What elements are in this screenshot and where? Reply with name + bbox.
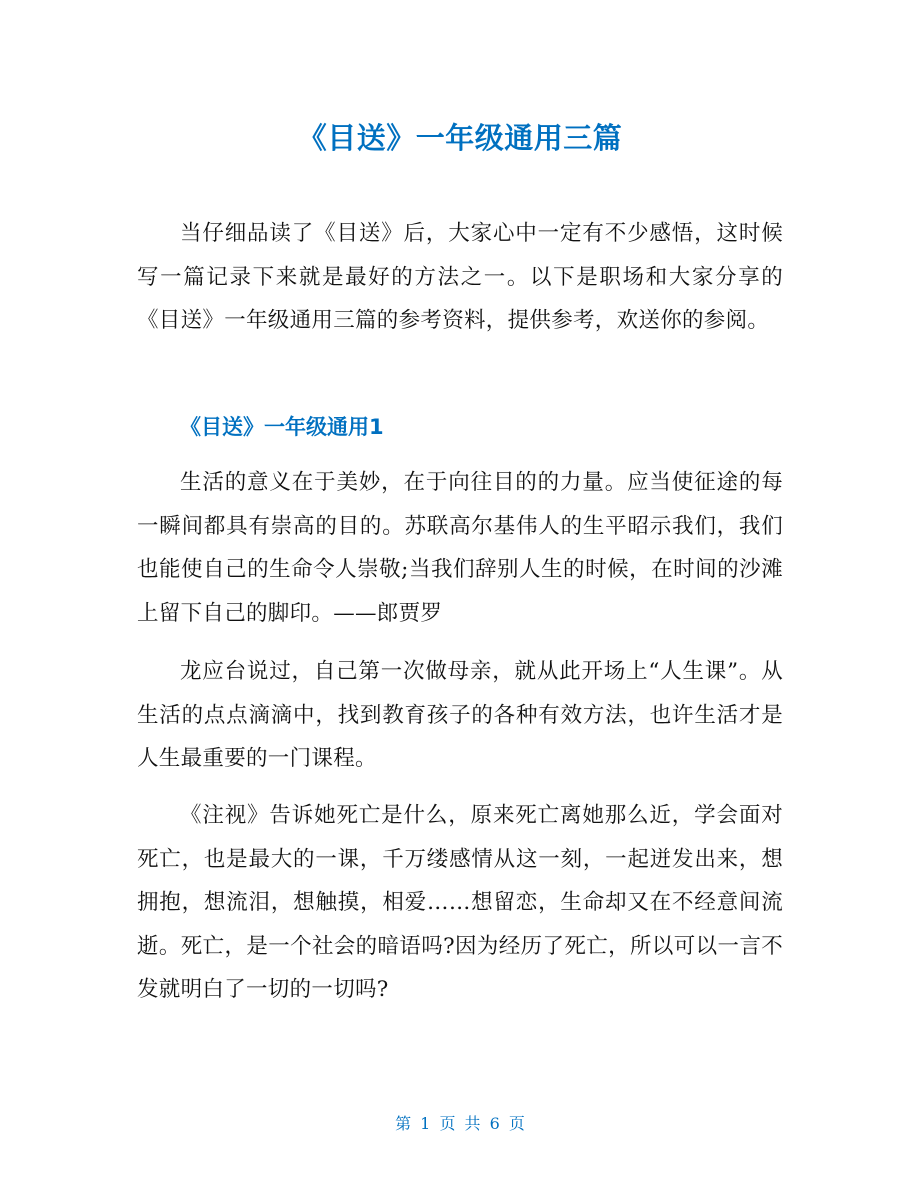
body-paragraph-3: 《注视》告诉她死亡是什么，原来死亡离她那么近，学会面对死亡，也是最大的一课，千万缕感情从这一刻，一起迸发出来，想拥抱，想流泪，想触摸，相爱……想留恋，生命却又在不经意间流逝。死亡，是一个社会的暗语吗?因为经历了死亡，所以可以一言不发就明白了一切的一切吗?: [137, 803, 783, 1002]
page-title: 《目送》一年级通用三篇: [297, 121, 623, 155]
intro-paragraph: 当仔细品读了《目送》后，大家心中一定有不少感悟，这时候写一篇记录下来就是最好的方法之一。以下是职场和大家分享的《目送》一年级通用三篇的参考资料，提供参考，欢送你的参阅。: [137, 221, 783, 333]
page-footer: 第 1 页 共 6 页: [395, 1114, 525, 1133]
section-heading: 《目送》一年级通用1: [180, 415, 384, 439]
body-paragraph-1: 生活的意义在于美妙，在于向往目的的力量。应当使征途的每一瞬间都具有崇高的目的。苏联高尔基伟人的生平昭示我们，我们也能使自己的生命令人崇敬;当我们辞别人生的时候，在时间的沙滩上留下自己的脚印。——郎贾罗: [137, 470, 783, 626]
body-paragraph-2: 龙应台说过，自己第一次做母亲，就从此开场上“人生课”。从生活的点点滴滴中，找到教育孩子的各种有效方法，也许生活才是人生最重要的一门课程。: [137, 659, 783, 771]
